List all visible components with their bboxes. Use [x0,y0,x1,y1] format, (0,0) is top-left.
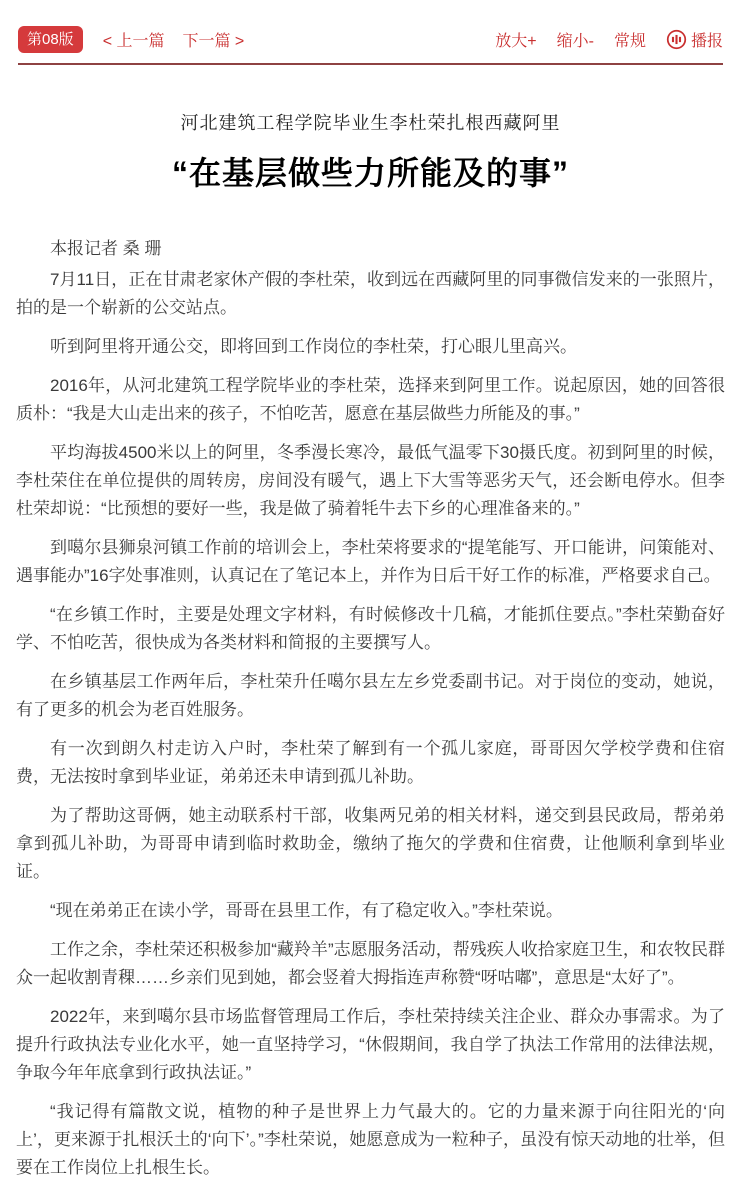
article-nav [103,28,245,51]
prev-article-link[interactable]: < 上一篇 [102,33,165,50]
article-paragraph: 听到阿里将开通公交，即将回到工作岗位的李杜荣，打心眼儿里高兴。 [50,337,577,356]
article-paragraph: “在乡镇工作时，主要是处理文字材料，有时候修改十几稿，才能抓住要点。”李杜荣勤奋好学、不怕吃苦，很快成为各类材料和简报的主要撰写人。 [16,605,725,652]
article-kicker: 河北建筑工程学院毕业生李杜荣扎根西藏阿里 [180,113,561,133]
article-paragraph: “我记得有篇散文说，植物的种子是世界上力气最大的。它的力量来源于向往阳光的‘向上’，更来源于扎根沃土的‘向下’。”李杜荣说，她愿意成为一粒种子，虽没有惊天动地的壮举，但要在工作岗位上扎根生长。 [16,1102,725,1177]
toolbar [0,0,741,63]
article-paragraph: 平均海拔4500米以上的阿里，冬季漫长寒冷，最低气温零下30摄氏度。初到阿里的时候，李杜荣住在单位提供的周转房，房间没有暖气，遇上下大雪等恶劣天气，还会断电停水。但李杜荣却说：“比预想的要好一些，我是做了骑着牦牛去下乡的心理准备来的。” [16,443,725,518]
article-paragraph: 在乡镇基层工作两年后，李杜荣升任噶尔县左左乡党委副书记。对于岗位的变动，她说，有了更多的机会为老百姓服务。 [16,672,725,719]
article-paragraph: 为了帮助这哥俩，她主动联系村干部，收集两兄弟的相关材料，递交到县民政局，帮弟弟拿到孤儿补助，为哥哥申请到临时救助金，缴纳了拖欠的学费和住宿费，让他顺利拿到毕业证。 [16,806,725,881]
article-paragraph: 2022年，来到噶尔县市场监督管理局工作后，李杜荣持续关注企业、群众办事需求。为了提升行政执法专业化水平，她一直坚持学习，“休假期间，我自学了执法工作常用的法律法规，争取今年年底拿到行政执法证。” [16,1007,725,1082]
header-divider [18,63,723,65]
next-article-link[interactable]: 下一篇 > [182,33,245,50]
zoom-in-link[interactable]: 放大+ [495,33,537,50]
article-paragraph: 到噶尔县狮泉河镇工作前的培训会上，李杜荣将要求的“提笔能写、开口能讲，问策能对、遇事能办”16字处事准则，认真记在了笔记本上，并作为日后干好工作的标准，严格要求自己。 [16,538,725,585]
zoom-out-link[interactable]: 缩小- [556,33,594,50]
article-byline: 本报记者 桑 珊 [50,239,162,258]
toolbar-right [495,28,723,51]
article-paragraph: “现在弟弟正在读小学，哥哥在县里工作，有了稳定收入。”李杜荣说。 [50,901,563,920]
toolbar-left [18,26,244,53]
article-body [16,266,725,1182]
edition-badge[interactable]: 第08版 [18,26,83,53]
article-paragraph: 工作之余，李杜荣还积极参加“藏羚羊”志愿服务活动，帮残疾人收拾家庭卫生，和农牧民群众一起收割青稞……乡亲们见到她，都会竖着大拇指连声称赞“呀咕嘟”，意思是“太好了”。 [16,940,725,987]
article-paragraph: 2016年，从河北建筑工程学院毕业的李杜荣，选择来到阿里工作。说起原因，她的回答很质朴：“我是大山走出来的孩子，不怕吃苦，愿意在基层做些力所能及的事。” [16,376,725,423]
normal-size-link[interactable]: 常规 [613,33,646,50]
article-paragraph: 有一次到朗久村走访入户时，李杜荣了解到有一个孤儿家庭，哥哥因欠学校学费和住宿费，无法按时拿到毕业证，弟弟还未申请到孤儿补助。 [16,739,725,786]
speaker-icon [666,29,687,50]
article-title: “在基层做些力所能及的事” [171,155,569,191]
broadcast-label: 播报 [690,33,723,50]
article [0,109,741,1182]
article-paragraph: 7月11日，正在甘肃老家休产假的李杜荣，收到远在西藏阿里的同事微信发来的一张照片，拍的是一个崭新的公交站点。 [16,270,725,317]
broadcast-button[interactable] [666,28,723,51]
